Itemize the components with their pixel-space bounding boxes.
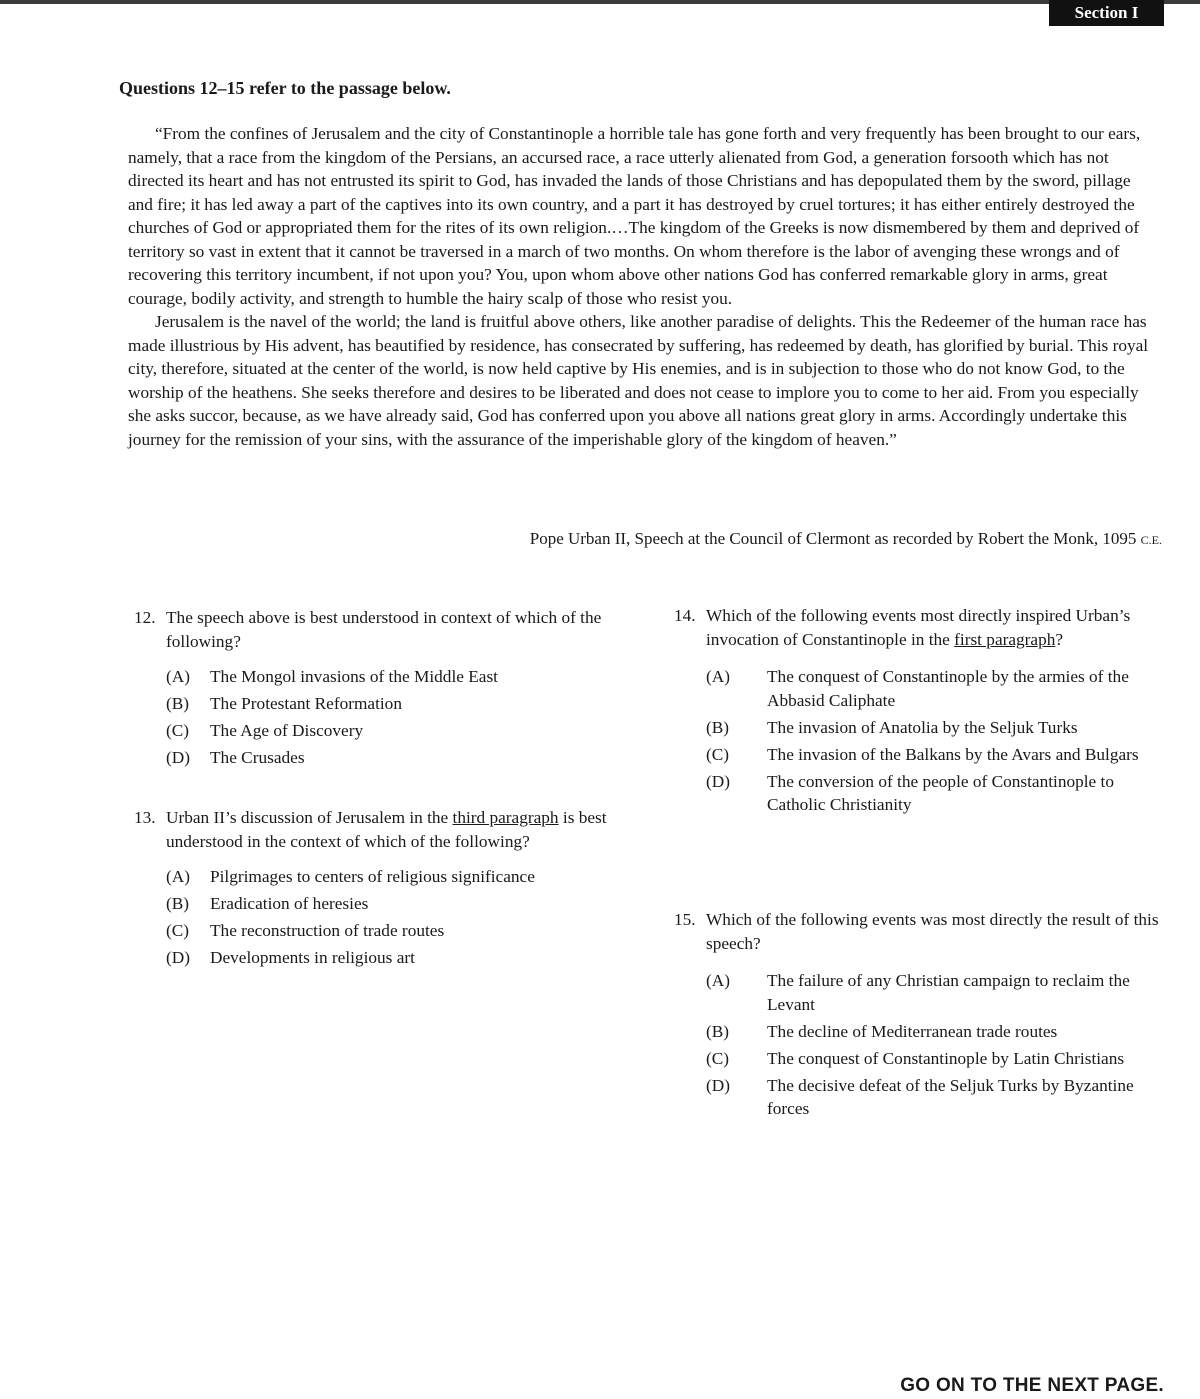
choice-text: The conquest of Constantinople by Latin Christians <box>767 1048 1125 1068</box>
choice-text: The Age of Discovery <box>210 721 364 740</box>
choice-text: The Protestant Reformation <box>210 694 402 713</box>
choice-text: The invasion of Anatolia by the Seljuk Turks <box>767 717 1078 737</box>
choice-letter: (A) <box>166 867 190 886</box>
answer-choice[interactable] <box>706 770 1169 817</box>
choice-letter: (D) <box>706 771 730 791</box>
question-13 <box>134 806 634 973</box>
answer-choice[interactable] <box>166 892 634 916</box>
choice-text: The reconstruction of trade routes <box>210 921 445 940</box>
choice-letter: (B) <box>706 1021 730 1041</box>
answer-choices <box>166 665 624 770</box>
answer-choices <box>166 865 634 970</box>
choice-text: Developments in religious art <box>210 948 415 967</box>
question-15 <box>674 908 1169 1124</box>
question-14 <box>674 604 1169 820</box>
answer-choice[interactable] <box>166 865 634 889</box>
choice-letter: (D) <box>166 748 190 767</box>
question-stem-text: Urban II’s discussion of Jerusalem in the <box>166 808 453 827</box>
passage-paragraph: “From the confines of Jerusalem and the city of Constantinople a horrible tale has gone forth and very frequently has been brought to our ears, namely, that a race from the kingdom of the Persians, an accursed race, a race utterly alienated from God, a generation forsooth which has not directed its heart and has not entrusted its spirit to God, has invaded the lands of those Christians and has depopulated them by the sword, pillage and fire; it has led away a part of the captives into its own country, and a part it has destroyed by cruel tortures; it has either entirely destroyed the churches of God or appropriated them for the rites of its own religion.…The kingdom of the Greeks is now dismembered by them and deprived of territory so vast in extent that it cannot be traversed in a march of two months. On whom therefore is the labor of avenging these wrongs and of recovering this territory incumbent, if not upon you? You, upon whom above other nations God has conferred remarkable glory in arms, great courage, bodily activity, and strength to humble the hairy scalp of those who resist you. <box>128 124 1141 308</box>
choice-text: Eradication of heresies <box>210 894 369 913</box>
answer-choice[interactable] <box>706 1074 1169 1121</box>
answer-choice[interactable] <box>706 743 1169 767</box>
choice-text: The conquest of Constantinople by the armies of the Abbasid Caliphate <box>767 667 1129 710</box>
question-stem <box>674 604 1169 651</box>
attribution-era: C.E. <box>1140 533 1162 547</box>
question-stem <box>134 806 634 853</box>
choice-text: The Crusades <box>210 748 305 767</box>
question-number: 12. <box>134 608 156 627</box>
question-stem <box>674 908 1169 955</box>
questions-heading: Questions 12–15 refer to the passage below. <box>119 78 451 98</box>
answer-choice[interactable] <box>166 665 624 689</box>
question-stem-text: is best understood in the context of which of the following? <box>166 808 607 851</box>
choice-letter: (A) <box>166 667 190 686</box>
choice-text: The invasion of the Balkans by the Avars and Bulgars <box>767 744 1139 764</box>
answer-choices <box>706 969 1169 1121</box>
question-stem-text: ? <box>1055 629 1064 649</box>
choice-letter: (C) <box>166 721 190 740</box>
choice-text: Pilgrimages to centers of religious significance <box>210 867 535 886</box>
answer-choice[interactable] <box>706 969 1169 1016</box>
choice-text: The decline of Mediterranean trade routes <box>767 1021 1058 1041</box>
attribution-text: Pope Urban II, Speech at the Council of Clermont as recorded by Robert the Monk, 1095 <box>529 529 1137 548</box>
choice-letter: (C) <box>166 921 190 940</box>
choice-letter: (C) <box>706 1048 730 1068</box>
answer-choice[interactable] <box>166 692 624 716</box>
choice-letter: (D) <box>166 948 190 967</box>
choice-text: The decisive defeat of the Seljuk Turks by Byzantine forces <box>767 1075 1134 1118</box>
question-number: 13. <box>134 808 156 827</box>
answer-choice[interactable] <box>706 1020 1169 1044</box>
answer-choice[interactable] <box>166 746 624 770</box>
answer-choice[interactable] <box>706 1047 1169 1071</box>
top-rule <box>0 0 1200 4</box>
question-12 <box>134 606 624 773</box>
choice-letter: (C) <box>706 744 730 764</box>
answer-choices <box>706 665 1169 817</box>
question-stem-text: Which of the following events most directly inspired Urban’s invocation of Constantinople in the <box>706 606 1131 649</box>
underlined-reference: first paragraph <box>954 629 1056 649</box>
choice-letter: (B) <box>706 717 730 737</box>
next-page-notice: GO ON TO THE NEXT PAGE. <box>900 1375 1164 1396</box>
choice-letter: (B) <box>166 894 190 913</box>
choice-letter: (D) <box>706 1075 730 1095</box>
choice-letter: (A) <box>706 667 730 686</box>
answer-choice[interactable] <box>166 946 634 970</box>
answer-choice[interactable] <box>166 919 634 943</box>
choice-letter: (B) <box>166 694 190 713</box>
underlined-reference: third paragraph <box>452 808 559 827</box>
passage-paragraph: Jerusalem is the navel of the world; the land is fruitful above others, like another paradise of delights. This the Redeemer of the human race has made illustrious by His advent, has beautified by residence, has consecrated by suffering, has redeemed by death, has glorified by burial. This royal city, therefore, situated at the center of the world, is now held captive by His enemies, and is in subjection to those who do not know God, to the worship of the heathens. She seeks therefore and desires to be liberated and does not cease to implore you to come to her aid. From you especially she asks succor, because, as we have already said, God has conferred upon you above all nations great glory in arms. Accordingly undertake this journey for the remission of your sins, with the assurance of the imperishable glory of the kingdom of heaven.” <box>128 312 1149 449</box>
answer-choice[interactable] <box>166 719 624 743</box>
question-stem <box>134 606 624 653</box>
question-stem-text: Which of the following events was most directly the result of this speech? <box>706 910 1159 953</box>
question-stem-text: The speech above is best understood in context of which of the following? <box>166 608 602 651</box>
choice-text: The failure of any Christian campaign to reclaim the Levant <box>767 971 1130 1014</box>
section-label: Section I <box>1049 0 1164 26</box>
answer-choice[interactable] <box>706 716 1169 740</box>
passage <box>128 122 1156 451</box>
passage-attribution <box>530 529 1162 549</box>
question-number: 15. <box>674 910 696 929</box>
question-number: 14. <box>674 606 696 625</box>
choice-text: The conversion of the people of Constantinople to Catholic Christianity <box>767 771 1114 814</box>
choice-text: The Mongol invasions of the Middle East <box>210 667 498 686</box>
choice-letter: (A) <box>706 971 730 990</box>
answer-choice[interactable] <box>706 665 1169 712</box>
